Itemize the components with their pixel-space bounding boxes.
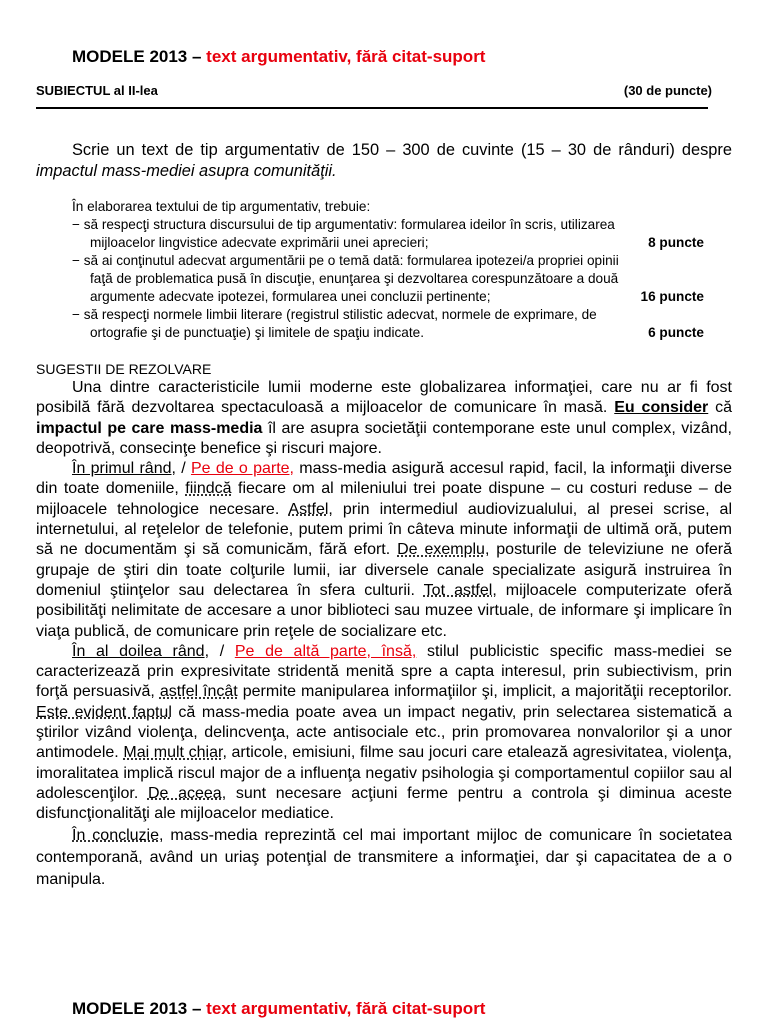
page-header-title	[72, 47, 485, 67]
criterion-2-line-1: − să ai conţinutul adecvat argumentării pe o temă dată: formularea ipotezei/a propriei opinii	[72, 253, 619, 268]
connector-astfel-incat: astfel încât	[159, 683, 238, 701]
connector-in-concluzie: În concluzie	[72, 826, 160, 844]
text-run: îl are asupra societăţii contemporane este unul complex, vizând, deopotrivă, consecinţe benefice şi riscuri majore.	[36, 419, 732, 457]
connector-in-primul-rand: În primul rând	[72, 460, 172, 478]
criterion-2-line-2: faţă de problematica pusă în discuţie, enunţarea şi dezvoltarea corespunzătoare a două	[90, 271, 619, 286]
footer-title-black: MODELE 2013 –	[72, 999, 207, 1018]
text-run: că	[708, 399, 733, 417]
connector-in-al-doilea-rand: În al doilea rând	[72, 642, 205, 660]
thesis-bold: impactul pe care mass-media	[36, 419, 263, 437]
text-run: permite manipularea informaţiilor şi, implicit, a majorităţii receptorilor.	[237, 683, 732, 701]
separator-line	[36, 107, 708, 109]
subject-label: SUBIECTUL al II-lea	[36, 83, 158, 98]
footer-title-red: text argumentativ, fără citat-suport	[206, 999, 486, 1018]
essay-paragraph-3	[36, 642, 732, 825]
text-run: , posturile de televiziune ne oferă grupaje de ştiri din toate colţurile lumii, iar diversele canale specializate asigură instruirea în domeniul ştiinţelor sau delectarea în sfera culturii.	[36, 541, 733, 599]
text-run: , sunt necesare acţiuni ferme pentru a controla şi diminua aceste disfuncţionalităţi ale mijloacelor mediatice.	[36, 784, 733, 823]
text-run: , articole, emisiuni, filme sau jocuri care etalează agresivitatea, violenţa, imoralitatea implică riscul major de a influenţa negativ psihologia şi comportamentul copiilor sau al adolescenţilor.	[36, 744, 732, 802]
criterion-1-line-1: − să respecţi structura discursului de tip argumentativ: formularea ideilor în scris, utilizarea	[72, 217, 615, 232]
model-essay	[36, 378, 732, 891]
subject-row	[36, 83, 714, 98]
text-run: fiecare om al mileniului trei poate dispune – cu costuri reduse – de mijloacele tehnologice necesare.	[36, 480, 732, 518]
criterion-1-points: 8 puncte	[648, 235, 704, 250]
connector-tot-astfel: Tot astfel	[423, 581, 493, 599]
criterion-1-text: mijloacelor lingvistice adecvate exprimării unei aprecieri;	[90, 235, 429, 250]
connector-este-evident: Este evident faptul	[36, 703, 172, 721]
text-run: , /	[204, 642, 235, 660]
connector-pe-de-alta-parte: Pe de altă parte, însă,	[234, 642, 417, 660]
connector-pe-de-o-parte: Pe de o parte,	[190, 460, 295, 478]
text-run: mass-media asigură accesul rapid, facil, la informaţii diverse din toate domeniile,	[36, 460, 733, 498]
criterion-2-text: argumente adecvate ipotezei, formularea unei concluzii pertinente;	[90, 289, 491, 304]
evaluation-criteria	[72, 198, 704, 342]
essay-paragraph-1	[36, 378, 732, 459]
criteria-intro: În elaborarea textului de tip argumentativ, trebuie:	[72, 199, 371, 214]
text-run: , mass-media reprezintă cel mai important mijloc de comunicare în societatea contemporană, având un uriaş potenţial de transmitere a informaţiei, dar şi capacitatea de a o manipula.	[36, 826, 732, 888]
connector-eu-consider: Eu consider	[614, 399, 709, 417]
suggestions-heading: SUGESTII DE REZOLVARE	[36, 361, 212, 377]
criterion-3-text: ortografie şi de punctuaţie) şi limitele de spaţiu indicate.	[90, 325, 424, 340]
text-run: Una dintre caracteristicile lumii moderne este globalizarea informaţiei, care nu ar fi fost posibilă fără dezvoltarea spectaculoasă a mijloacelor de comunicare în masă.	[36, 379, 732, 417]
task-topic: impactul mass-mediei asupra comunităţii.	[36, 162, 337, 180]
connector-mai-mult-chiar: Mai mult chiar	[123, 744, 223, 762]
text-run: , /	[171, 460, 191, 478]
criterion-3-line-1: − să respecţi normele limbii literare (registrul stilistic adecvat, normele de exprimare, de	[72, 307, 597, 322]
connector-de-aceea: De aceea	[147, 784, 222, 802]
connector-fiindca: fiindcă	[185, 480, 232, 498]
task-prefix: Scrie un text de tip argumentativ de 150 – 300 de cuvinte (15 – 30 de rânduri) despre	[72, 141, 732, 159]
connector-astfel: Astfel	[288, 500, 329, 518]
text-run: , mijloacele computerizate oferă posibilităţi nelimitate de accesare a unor biblioteci sau muzee virtuale, de informare şi implicare în viaţa publică, de comunicare prin reţele de socializare etc.	[36, 581, 733, 640]
criterion-1-line-2	[72, 234, 704, 252]
page-footer-title	[72, 999, 485, 1019]
essay-paragraph-2	[36, 459, 732, 642]
criterion-3-points: 6 puncte	[648, 325, 704, 340]
criterion-3-line-2	[72, 324, 704, 342]
subject-points: (30 de puncte)	[623, 83, 712, 98]
essay-paragraph-4	[36, 825, 732, 891]
text-run: , prin intermediul audiovizualului, al presei scrise, al internetului, al reţelelor de telefonie, putem primi în câteva minute informaţii de ultimă oră, putem să ne documentăm şi să comunicăm, fără efort.	[36, 500, 732, 559]
header-title-black: MODELE 2013 –	[72, 47, 207, 66]
header-title-red: text argumentativ, fără citat-suport	[206, 47, 486, 66]
text-run: că mass-media poate avea un impact negativ, prin selectarea sistematică a ştirilor vizând violenţa, delincvenţa, acte antisociale etc., prin promovarea nonvalorilor şi a unor antimodele.	[36, 703, 733, 762]
criterion-2-line-3	[72, 288, 704, 306]
connector-de-exemplu: De exemplu	[397, 541, 485, 559]
text-run: stilul publicistic specific mass-mediei se caracterizează prin expresivitate stridentă menită spre a capta interesul, prin subiectivism, prin forţă persuasivă,	[36, 642, 732, 701]
task-statement	[36, 140, 732, 182]
criterion-2-points: 16 puncte	[640, 289, 704, 304]
